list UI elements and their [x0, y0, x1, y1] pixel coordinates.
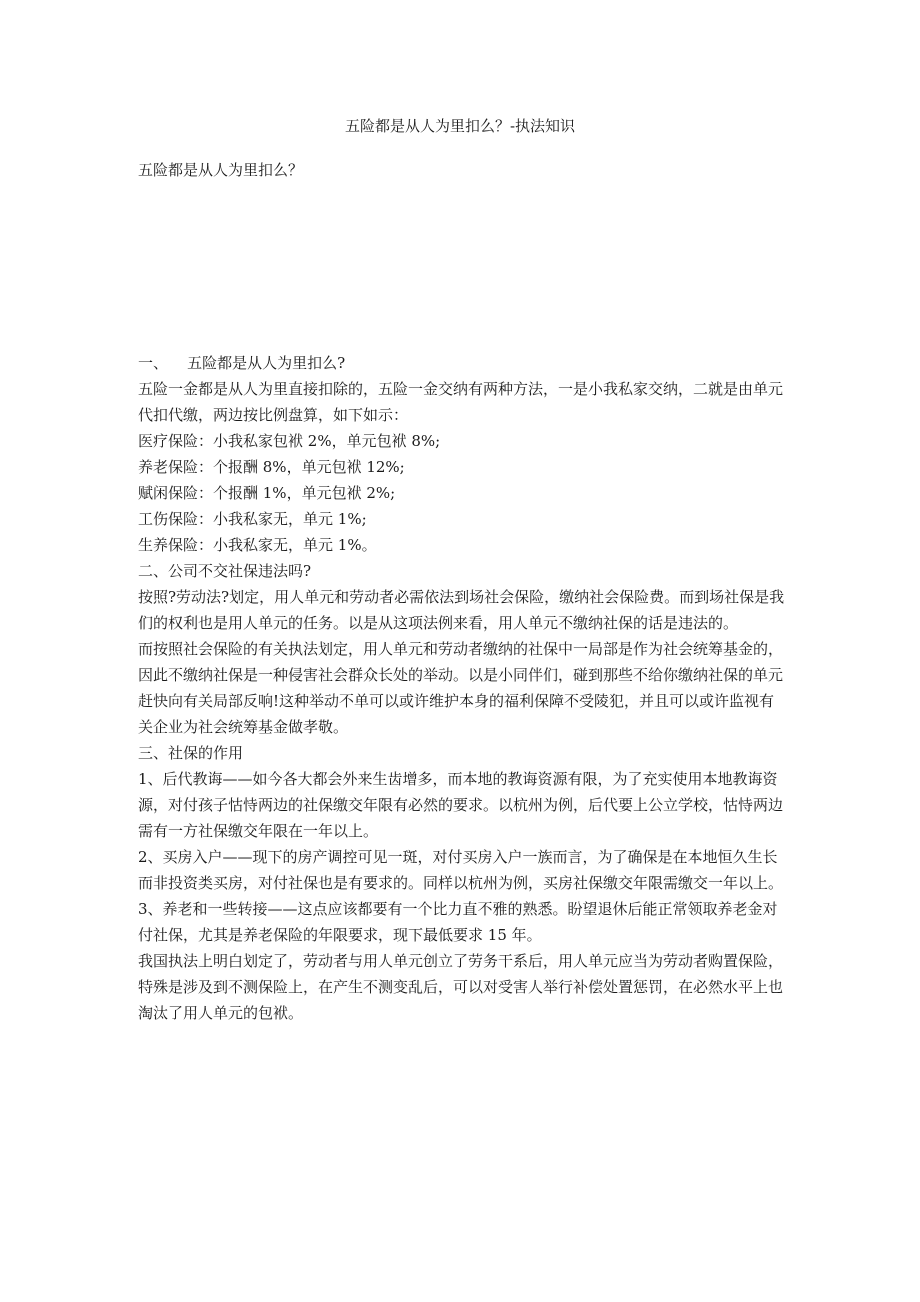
paragraph: 1、后代教诲——如今各大都会外来生齿增多，而本地的教诲资源有限，为了充实使用本地教诲资源，对付孩子怙恃两边的社保缴交年限有必然的要求。以杭州为例，后代要上公立学校，怙恃两边需有一方社保缴交年限在一年以上。 [138, 770, 784, 840]
paragraph: 2、买房入户——现下的房产调控可见一斑，对付买房入户一族而言，为了确保是在本地恒久生长而非投资类买房，对付社保也是有要求的。同样以杭州为例，买房社保缴交年限需缴交一年以上。 [138, 848, 784, 892]
list-item: 赋闲保险：个报酬 1%，单元包袱 2%; [138, 484, 396, 502]
paragraph: 3、养老和一些转接——这点应该都要有一个比力直不雅的熟悉。盼望退休后能正常领取养老金对付社保，尤其是养老保险的年限要求，现下最低要求 15 年。 [138, 900, 778, 944]
paragraph: 而按照社会保险的有关执法划定，用人单元和劳动者缴纳的社保中一局部是作为社会统筹基金的，因此不缴纳社保是一种侵害社会群众长处的举动。以是小同伴们，碰到那些不给你缴纳社保的单元赶快向有关局部反响!这种举动不单可以或许维护本身的福利保障不受陵犯，并且可以或许监视有关企业为社会统筹基金做孝敬。 [138, 640, 784, 736]
list-item: 工伤保险：小我私家无，单元 1%; [138, 510, 367, 528]
section-heading: 一、 五险都是从人为里扣么? [138, 354, 346, 372]
paragraph: 我国执法上明白划定了，劳动者与用人单元创立了劳务干系后，用人单元应当为劳动者购置保险，特殊是涉及到不测保险上，在产生不测变乱后，可以对受害人举行补偿处置惩罚，在必然水平上也淘汰了用人单元的包袱。 [138, 952, 784, 1022]
section-heading: 三、社保的作用 [138, 744, 244, 762]
document-subtitle: 五险都是从人为里扣么？ [138, 161, 304, 179]
list-item: 生养保险：小我私家无，单元 1%。 [138, 536, 377, 554]
list-item: 养老保险：个报酬 8%，单元包袱 12%; [138, 458, 405, 476]
document-title: 五险都是从人为里扣么？-执法知识 [344, 117, 576, 135]
section-heading: 二、公司不交社保违法吗? [138, 562, 312, 580]
list-item: 医疗保险：小我私家包袱 2%，单元包袱 8%; [138, 432, 441, 450]
document-body [138, 350, 786, 1026]
paragraph: 五险一金都是从人为里直接扣除的，五险一金交纳有两种方法，一是小我私家交纳，二就是由单元代扣代缴，两边按比例盘算，如下如示： [138, 380, 784, 424]
paragraph: 按照?劳动法?划定，用人单元和劳动者必需依法到场社会保险，缴纳社会保险费。而到场社保是我们的权利也是用人单元的任务。以是从这项法例来看，用人单元不缴纳社保的话是违法的。 [138, 588, 785, 632]
